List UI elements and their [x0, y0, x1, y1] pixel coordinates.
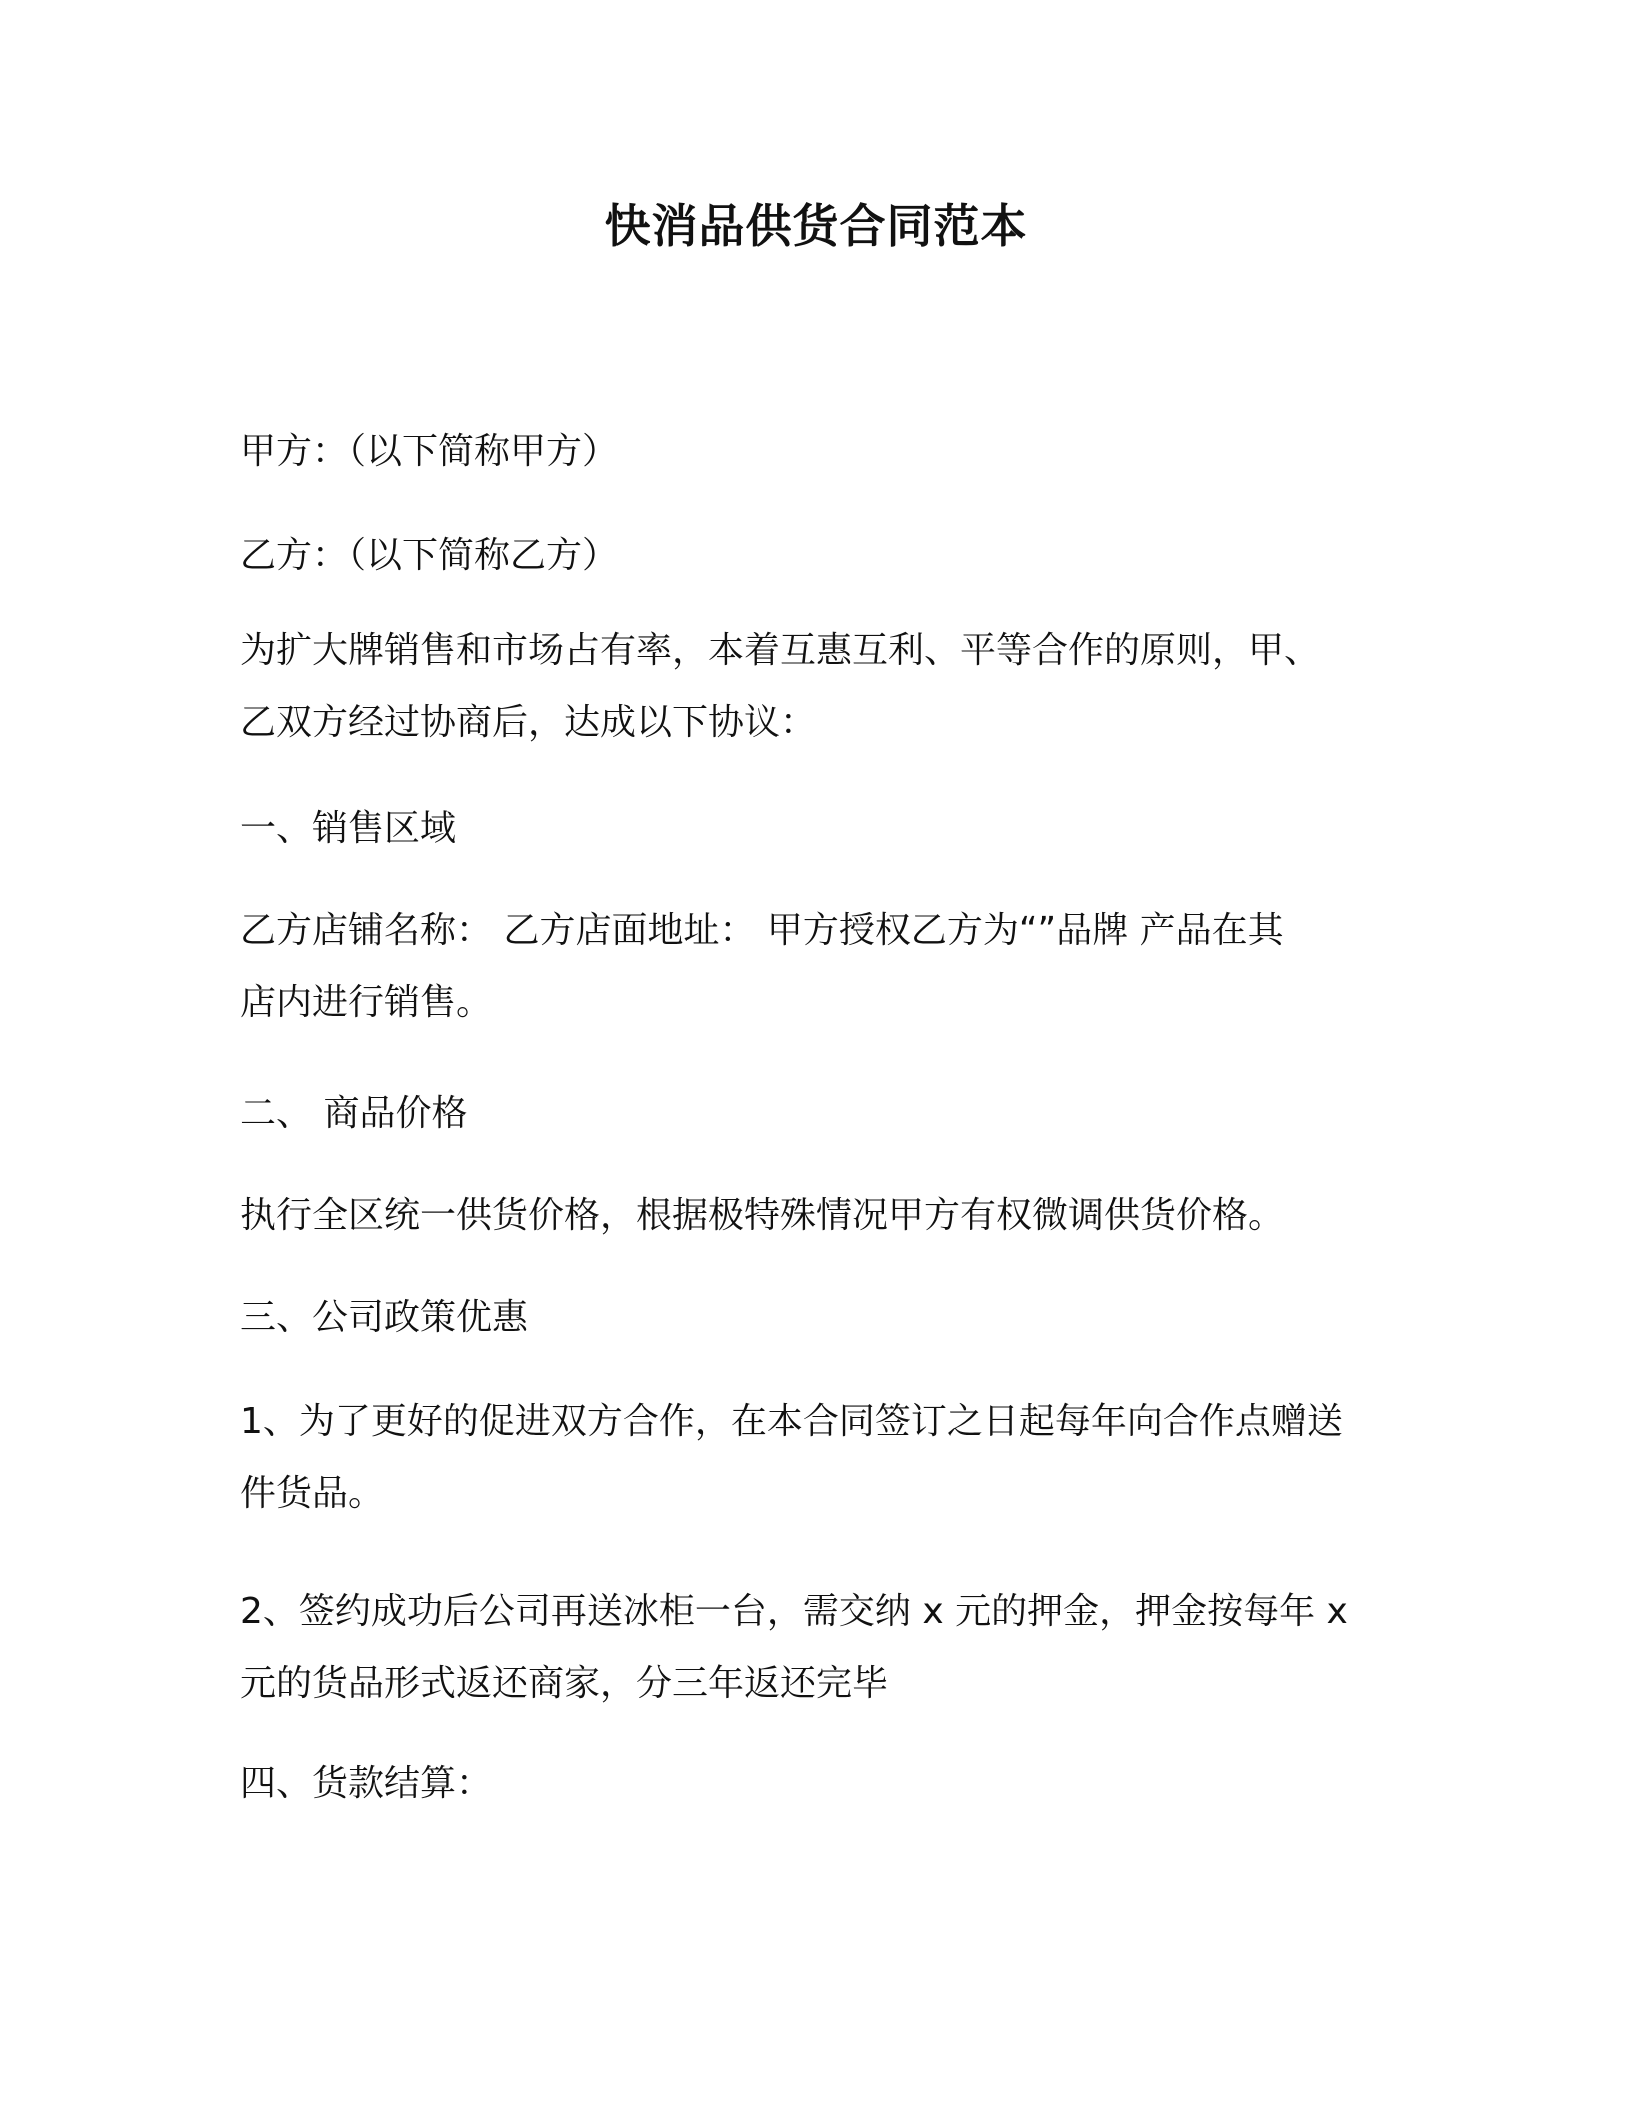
preamble-paragraph: [240, 615, 1400, 759]
paragraph-line: 甲方：（以下简称甲方）: [240, 431, 619, 472]
party-a-line: [240, 416, 1400, 488]
paragraph-line: 二、 商品价格: [240, 1093, 468, 1134]
price-paragraph: [240, 1180, 1400, 1252]
paragraph-line: 四、货款结算：: [240, 1763, 493, 1804]
paragraph-line: 执行全区统一供货价格，根据极特殊情况甲方有权微调供货价格。: [240, 1195, 1285, 1236]
paragraph-line: 1、为了更好的促进双方合作，在本合同签订之日起每年向合作点赠送: [240, 1401, 1343, 1442]
section-heading-payment: [240, 1748, 1400, 1820]
paragraph-line: 元的货品形式返还商家，分三年返还完毕: [240, 1663, 889, 1704]
section-heading-policy: [240, 1282, 1400, 1354]
paragraph-line: 乙双方经过协商后，达成以下协议：: [240, 702, 817, 743]
policy-item-1: [240, 1386, 1400, 1530]
paragraph-line: 2、签约成功后公司再送冰柜一台，需交纳 x 元的押金，押金按每年 x: [240, 1591, 1348, 1632]
paragraph-line: 为扩大牌销售和市场占有率，本着互惠互利、平等合作的原则，甲、: [240, 630, 1321, 671]
paragraph-line: 件货品。: [240, 1473, 385, 1514]
paragraph-line: 店内进行销售。: [240, 982, 493, 1023]
paragraph-line: 三、公司政策优惠: [240, 1297, 529, 1338]
document-title: 快消品供货合同范本: [604, 199, 1028, 253]
policy-item-2: [240, 1576, 1400, 1720]
paragraph-line: 一、销售区域: [240, 808, 457, 849]
section-heading-price: [240, 1078, 1400, 1150]
section-heading-sales-area: [240, 793, 1400, 865]
sales-area-paragraph: [240, 895, 1400, 1039]
party-b-line: [240, 520, 1400, 592]
paragraph-line: 乙方店铺名称： 乙方店面地址： 甲方授权乙方为“”品牌 产品在其: [240, 910, 1284, 951]
paragraph-line: 乙方：（以下简称乙方）: [240, 535, 619, 576]
